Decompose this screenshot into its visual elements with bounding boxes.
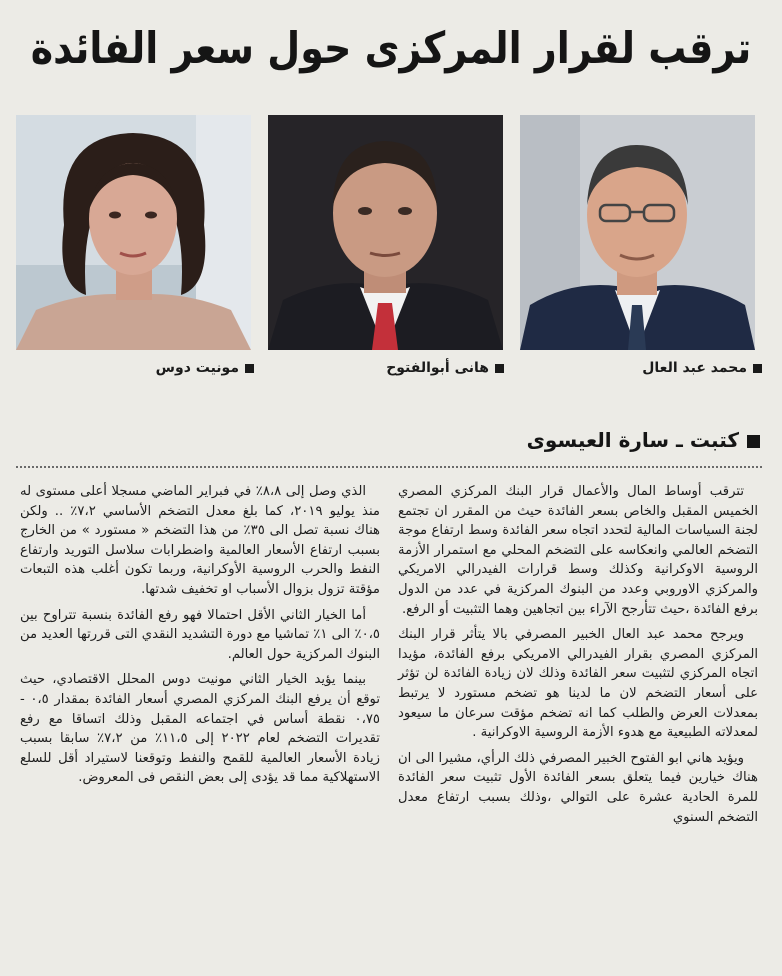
photo-monit-doss	[16, 115, 251, 350]
caption-photo-2: هانى أبوالفتوح	[386, 360, 504, 376]
square-bullet-icon	[495, 364, 504, 373]
article-column-right	[398, 482, 758, 833]
caption-photo-3: مونيت دوس	[156, 360, 254, 376]
paragraph: الذي وصل إلى ٨،٨٪ في فبراير الماضي مسجلا أعلى مستوى له منذ يوليو ٢٠١٩، كما بلغ معدل التضخم الأساسي ٧،٢٪ .. ولكن هناك نسبة تصل الى ٣٥٪ من هذا التضخم « مستورد » من الخارج بسبب ارتفاع الأسعار العالمية واضطرابات سلاسل التوريد وارتفاع النفط والحرب الروسية الأوكرانية، وربما تكون أغلب هذه التبعات مؤقتة تزول بزوال الأسباب او تخفيف شدتها.	[20, 484, 381, 597]
square-bullet-icon	[747, 435, 760, 448]
photo-mohamed-abdelaal	[520, 115, 755, 350]
photo-hany-aboulfotouh	[268, 115, 503, 350]
paragraph: ويؤيد هاني ابو الفتوح الخبير المصرفي ذلك الرأي، مشيرا الى ان هناك خيارين فيما يتعلق بسعر الفائدة الأول تثبيت سعر الفائدة للمرة الحادية عشرة على التوالي ،وذلك بسبب ارتفاع معدل التضخم السنوي	[398, 750, 758, 825]
paragraph: تترقب أوساط المال والأعمال قرار البنك المركزي المصري الخميس المقبل والخاص بسعر الفائدة حيث من المقرر ان تجتمع لجنة السياسات المالية لتحدد اتجاه سعر الفائدة وسط ارتفاع موجة التضخم العالمي وانعكاسه على التضخم المحلي مع استمرار الأزمة الروسية الاوكرانية وكذلك وسط قرارات الفيدرالي الامريكي والمركزي الاوروبي وعدد من البنوك المركزية في عدد من الدول برفع الفائدة ،حيث تتأرجح الآراء بين اتجاهين وهما التثبيت أو الرفع.	[398, 484, 758, 617]
portrait-man-red-tie	[268, 115, 503, 350]
paragraph: بينما يؤيد الخيار الثاني مونيت دوس المحلل الاقتصادي، حيث توقع أن يرفع البنك المركزي المصري أسعار الفائدة بمقدار ٠،٥ - ٠،٧٥ نقطة أساس في اجتماعه المقبل وذلك اتساقا مع رفع تقديرات التضخم لعام ٢٠٢٢ إلى ١١،٥٪ من ٧،٢٪ سابقا بسبب زيادة الأسعار العالمية للقمح والنفط وتوقعنا لاستيراد أقل للسلع الاستهلاكية مما قد يؤدى إلى بعض النقص فى المعروض.	[20, 672, 381, 786]
square-bullet-icon	[245, 364, 254, 373]
portrait-man-glasses	[520, 115, 755, 350]
square-bullet-icon	[753, 364, 762, 373]
paragraph: أما الخيار الثاني الأقل احتمالا فهو رفع الفائدة بنسبة تتراوح بين ٠،٥٪ الى ١٪ تماشيا مع دورة التشديد النقدي التى قررتها العديد من البنوك المركزية حول العالم.	[19, 607, 380, 662]
portrait-woman	[16, 115, 251, 350]
byline: كتبت ـ سارة العيسوى	[527, 428, 760, 452]
caption-photo-1: محمد عبد العال	[642, 360, 762, 376]
headline: ترقب لقرار المركزى حول سعر الفائدة	[30, 22, 752, 74]
article-column-left	[20, 482, 380, 794]
dotted-divider	[16, 466, 762, 468]
paragraph: ويرجح محمد عبد العال الخبير المصرفي بالا يتأثر قرار البنك المركزي المصري بقرار الفيدرالي الامريكي برفع الفائدة، مؤيدا اتجاه المركزي لتثبيت سعر الفائدة وذلك لان زيادة الفائدة لن تؤثر على أسعار التضخم لان ما لدينا هو تضخم مستورد لا يرتبط بمعدلات العرض والطلب كما انه تضخم مؤقت سرعان ما سيعود لمعدلاته الطبيعية مع هدوء الأزمة الروسية الاوكرانية .	[398, 627, 758, 741]
